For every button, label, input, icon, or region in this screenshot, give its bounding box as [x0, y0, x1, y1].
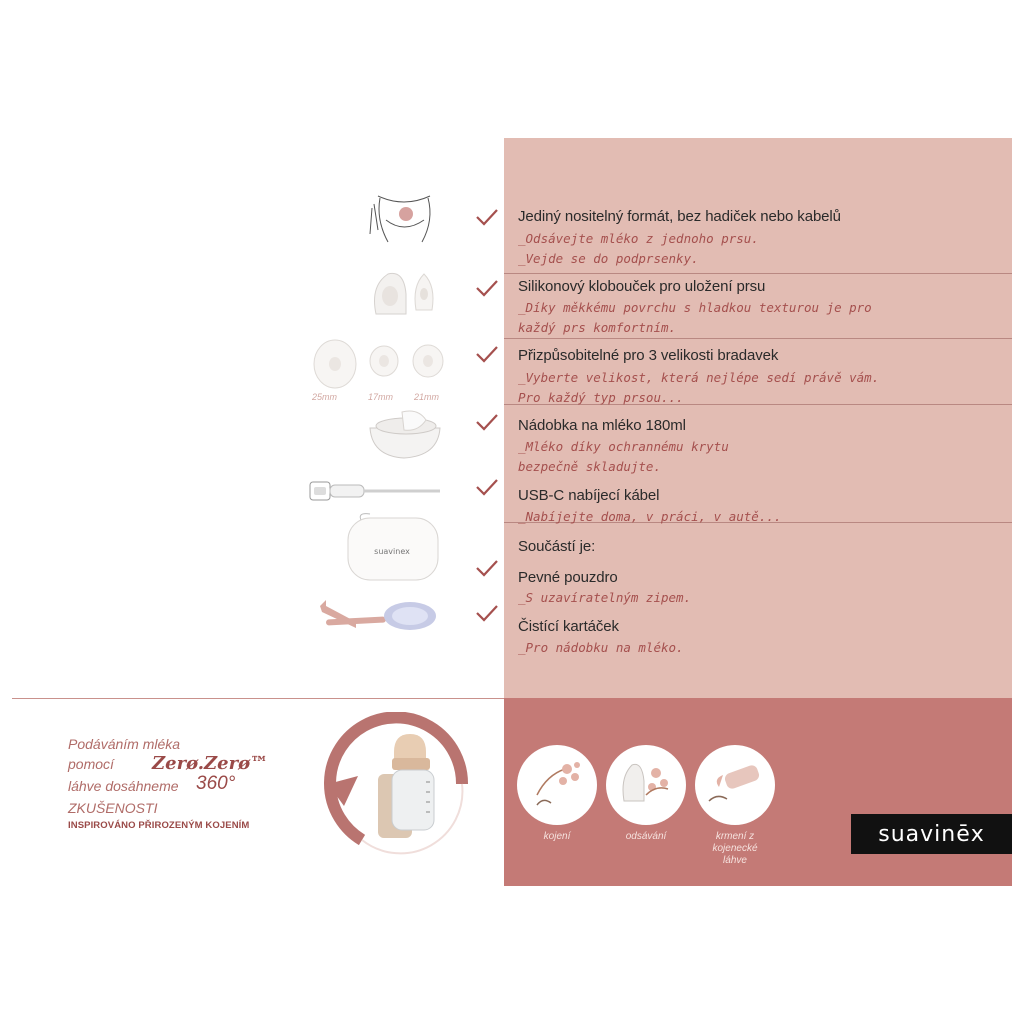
feature-subtitle: _Díky měkkému povrchu s hladkou texturou je pro — [518, 300, 872, 315]
promo-line: láhve dosáhneme — [68, 778, 179, 794]
promo-line: Podáváním mléka — [68, 736, 181, 752]
zero-zero-brand: Zerø.Zerø™ — [152, 753, 269, 774]
wearable-pump-icon — [366, 190, 442, 250]
cleaning-brush-icon — [316, 592, 440, 638]
bottle-feeding-icon — [695, 745, 775, 825]
feature-subtitle: _Mléko díky ochrannému krytu — [518, 439, 729, 454]
feature-title: Přizpůsobitelné pro 3 velikosti bradavek — [518, 347, 779, 364]
bottle-feeding-circle — [695, 745, 775, 825]
feature-subtitle: bezpečně skladujte. — [518, 459, 661, 474]
row-divider — [504, 273, 1012, 274]
case-brand-text: suavinex — [374, 547, 410, 556]
feature-subtitle: Pro každý typ prsou... — [518, 390, 684, 405]
feature-title: Nádobka na mléko 180ml — [518, 417, 686, 434]
suavinex-logo — [851, 814, 1012, 854]
feature-title: USB-C nabíjecí kábel — [518, 487, 660, 504]
pumping-icon — [606, 745, 686, 825]
usb-c-cable-icon — [306, 476, 444, 506]
feature-title: Pevné pouzdro — [518, 569, 618, 586]
breastfeeding-circle — [517, 745, 597, 825]
flange-sizes-icon — [310, 336, 450, 392]
size-label: 17mm — [368, 392, 394, 402]
feature-subtitle: _Odsávejte mléko z jednoho prsu. — [518, 231, 759, 246]
section-divider — [12, 698, 504, 699]
feature-title: Jediný nositelný formát, bez hadiček nebo kabelů — [518, 208, 841, 225]
feature-subtitle: každý prs komfortním. — [518, 320, 677, 335]
row-divider — [504, 338, 1012, 339]
feature-subtitle: _Vejde se do podprsenky. — [518, 251, 699, 266]
logo-text: suavinēx — [878, 821, 985, 847]
carry-case-icon — [342, 512, 442, 584]
included-heading: Součástí je: — [518, 538, 596, 555]
check-icon — [474, 602, 500, 624]
feature-subtitle: _Vyberte velikost, která nejlépe sedí právě vám. — [518, 370, 880, 385]
feature-title: Silikonový klobouček pro uložení prsu — [518, 278, 766, 295]
feature-subtitle: _S uzavíratelným zipem. — [518, 590, 692, 605]
milk-container-icon — [362, 406, 448, 462]
feature-subtitle: _Nabíjejte doma, v práci, v autě... — [518, 509, 782, 524]
promo-line: ZKUŠENOSTI — [68, 800, 158, 816]
bottle-360-icon — [322, 712, 482, 860]
silicone-shield-icon — [366, 266, 446, 322]
promo-360: 360° — [196, 773, 236, 794]
check-icon — [474, 411, 500, 433]
breastfeeding-icon — [517, 745, 597, 825]
inspired-tagline: INSPIROVÁNO PŘIROZENÝM KOJENÍM — [68, 820, 250, 831]
check-icon — [474, 557, 500, 579]
check-icon — [474, 476, 500, 498]
pumping-circle — [606, 745, 686, 825]
check-icon — [474, 343, 500, 365]
feature-title: Čistící kartáček — [518, 618, 619, 635]
circle-label: odsávání — [625, 831, 667, 842]
check-icon — [474, 277, 500, 299]
size-label: 21mm — [414, 392, 440, 402]
check-icon — [474, 206, 500, 228]
size-label: 25mm — [312, 392, 338, 402]
promo-line: pomocí — [68, 756, 114, 772]
circle-label: krmení z kojenecké láhve — [712, 831, 758, 866]
circle-label: kojení — [543, 831, 571, 842]
feature-subtitle: _Pro nádobku na mléko. — [518, 640, 684, 655]
